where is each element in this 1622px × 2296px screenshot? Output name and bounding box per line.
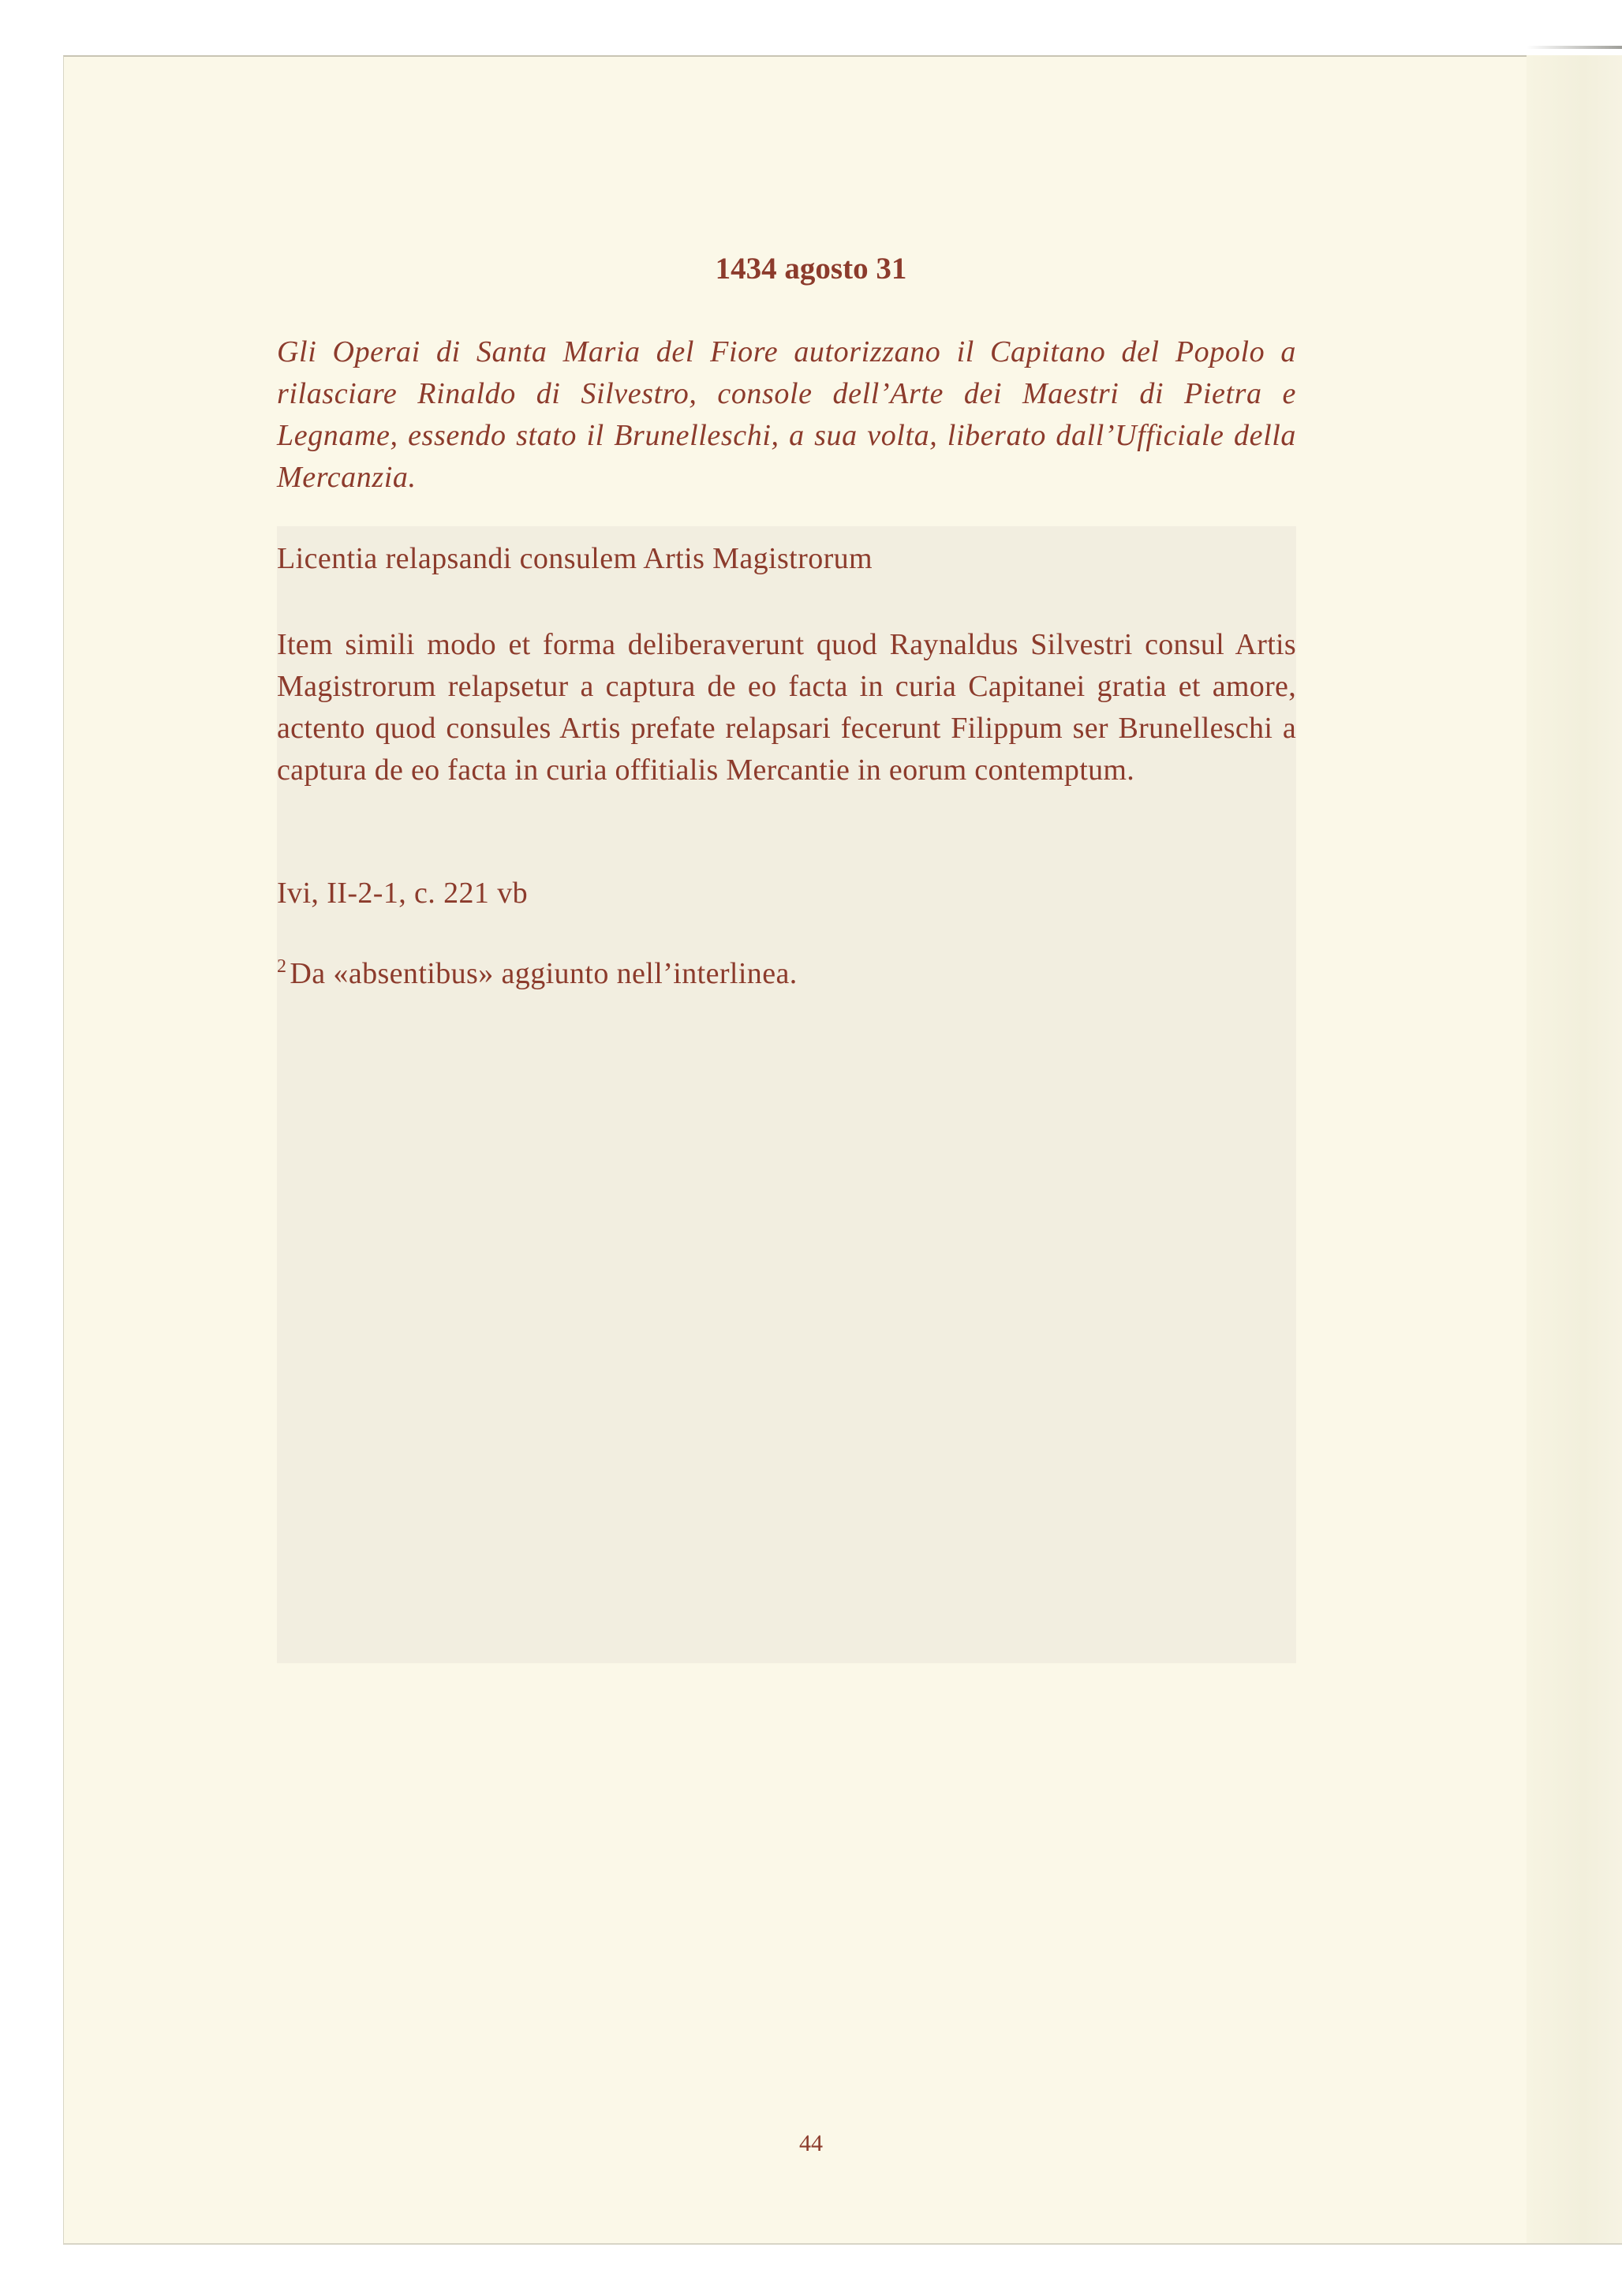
footnote-text: Da «absentibus» aggiunto nell’interlinea.	[290, 957, 798, 990]
footnote	[277, 956, 1296, 991]
latin-body-text: Item simili modo et forma deliberaverunt quod Raynaldus Silvestri consul Artis Magistrorum relapsetur a captura de eo facta in curia Capitanei gratia et amore, actento quod consules Artis prefate relapsari fecerunt Filippum ser Brunelleschi a captura de eo facta in curia offitialis Mercantie in eorum contemptum.	[277, 628, 1296, 787]
page-bottom-edge	[63, 2243, 1622, 2245]
latin-title: Licentia relapsandi consulem Artis Magistrorum	[277, 542, 873, 575]
page-edge-shadow	[1527, 46, 1622, 49]
document-date-heading: 1434 agosto 31	[715, 252, 907, 286]
footnote-marker: 2	[277, 956, 287, 977]
italian-summary: Gli Operai di Santa Maria del Fiore autorizzano il Capitano del Popolo a rilasciare Rinaldo di Silvestro, console dell’Arte dei Maestri di Pietra e Legname, essendo stato il Brunelleschi, a sua volta, liberato dall’Ufficiale della Mercanzia.	[277, 335, 1296, 494]
archival-source: Ivi, II-2-1, c. 221 vb	[277, 877, 528, 910]
page-edge	[1527, 55, 1622, 2245]
page-number: 44	[799, 2130, 823, 2156]
